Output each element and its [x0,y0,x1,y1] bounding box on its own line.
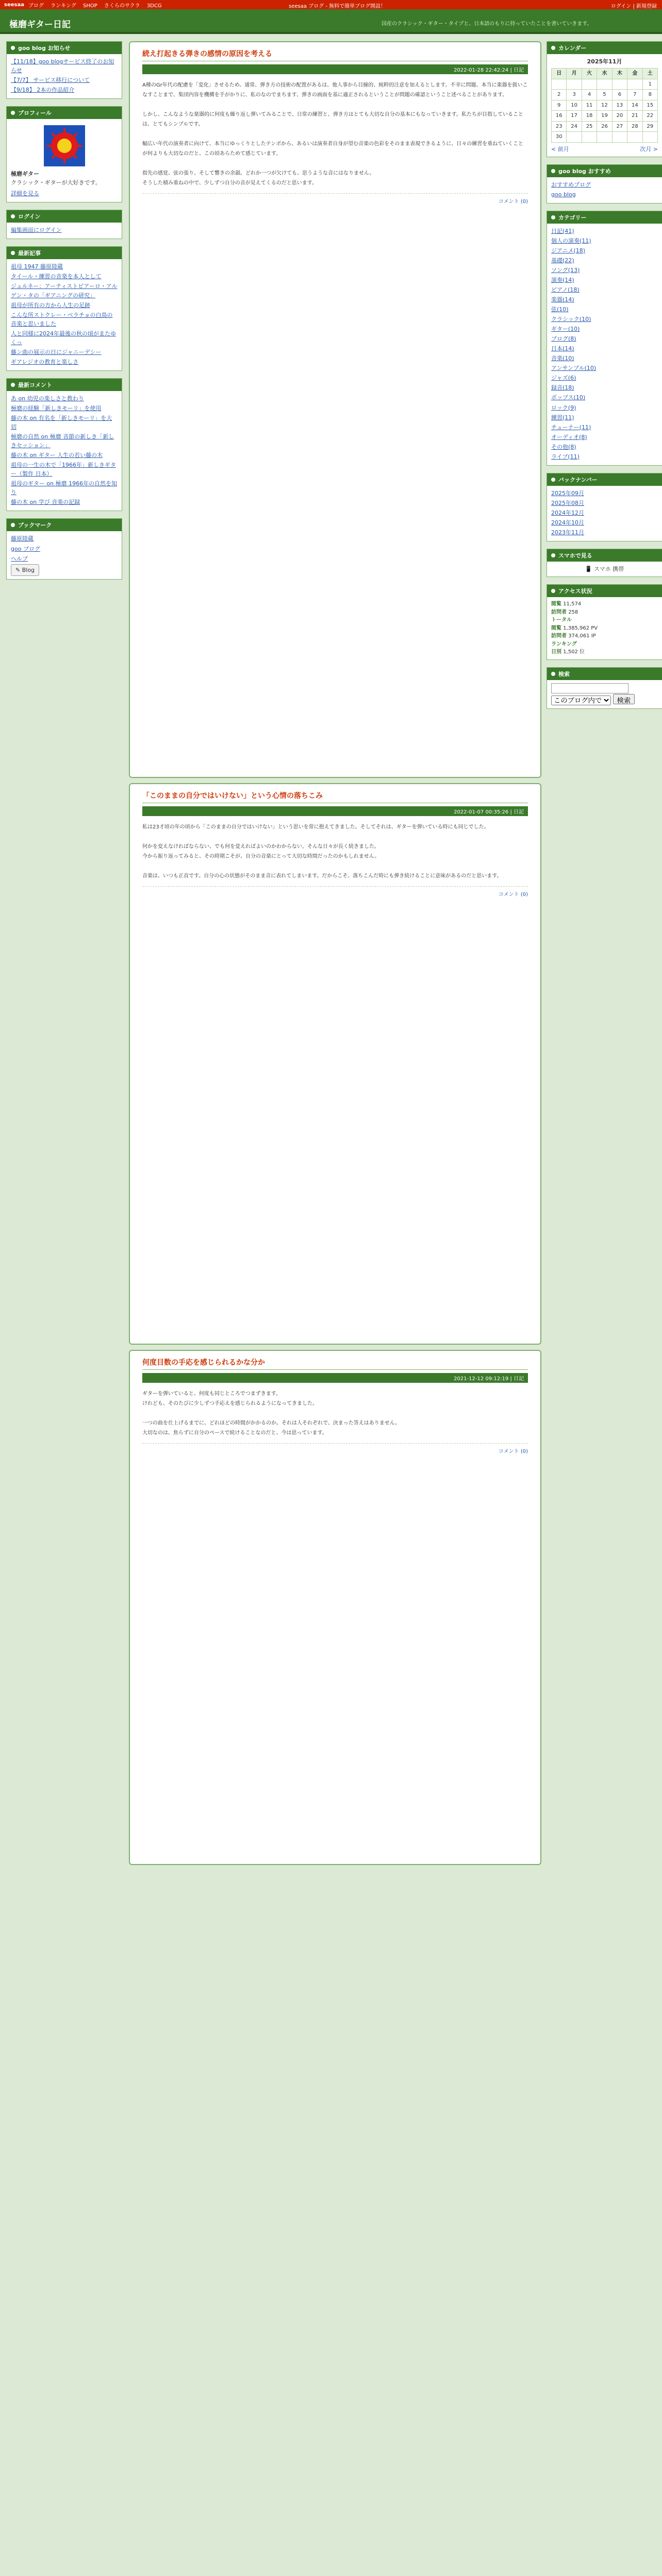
category-link[interactable]: 録音(18) [551,384,574,392]
backnumber-box [547,473,662,541]
calendar-day [582,132,597,143]
backnumber-link[interactable]: 2023年11月 [551,529,584,536]
category-link[interactable]: 日本(14) [551,345,574,352]
category-link[interactable]: 練習(11) [551,414,574,421]
comment-link[interactable]: 祖母のギター on 極磨 1966年の自然を知り [11,480,118,496]
login-link[interactable]: 編集画面にログイン [11,227,62,234]
weekday: 木 [612,69,627,79]
comment-link[interactable]: 祖母の一生の木で「1966年」新しきギター（製作 日本） [11,462,116,478]
entry-body: 私は23才頃の年の頃から「このままの自分ではいけない」という思いを常に抱えてきました。そしてそれは、ギターを弾いている時にも同じでした。 何かを変えなければならない、でも何を変えればよいのかわからない。そんな日々が長く続きました。 今から振り返ってみると、その時期こそが、自分の音楽にとって大切な時間だったのかもしれません。 音楽は、いつも正直です。自分の心の状態がそのまま音に表れてしまいます。だからこそ、落ちこんだ時にも弾き続けることに意味があるのだと思います。 [142,824,502,879]
weekday: 土 [642,69,657,79]
recent-post-link[interactable]: 祖母が所有の方から人生の足跡 [11,301,90,309]
entry-date: 2022-01-07 00:35:26 | 日記 [142,806,528,816]
recent-post-link[interactable]: ジュルネー：アーティストピアーロ・アルゲン・タの「ギアニングの研究」 [11,283,118,299]
calendar-day: 30 [552,132,567,143]
comments-title: 最新コメント [18,381,52,388]
category-link[interactable]: 日記(41) [551,227,574,234]
access-value: 374,061 IP [568,633,596,639]
category-link[interactable]: オーディオ(8) [551,433,587,440]
calendar-day [642,132,657,143]
access-title: アクセス状況 [558,588,592,595]
bullet-icon [551,46,555,50]
search-button[interactable]: 検索 [613,694,635,704]
category-link[interactable]: その他(8) [551,443,576,450]
category-link[interactable]: ソング(13) [551,266,580,274]
calendar-day: 22 [642,111,657,122]
calendar-day: 8 [642,90,657,100]
recent-title: 最新記事 [18,250,41,257]
calendar-day: 18 [582,111,597,122]
comment-link[interactable]: 極磨の経験「新しきモーリ」を使用 [11,404,102,412]
access-label: ランキング [551,641,577,647]
category-link[interactable]: ギター(10) [551,326,580,333]
comment-link[interactable]: 藤の木 on 有名を「新しきモーリ」を大切 [11,414,112,431]
blog-header [0,9,662,34]
calendar-day: 13 [612,100,627,111]
calendar-day: 12 [597,100,612,111]
access-label: 閲覧 [551,601,561,607]
category-title: カテゴリー [558,214,587,221]
bookmark-title: ブックマーク [18,522,52,529]
backnumber-link[interactable]: 2024年12月 [551,509,584,516]
access-row [551,616,658,624]
top-links [28,1,167,9]
blog-entry [129,1350,541,1865]
comment-link[interactable]: 藤の木 on ギター 人生の若い藤の木 [11,452,103,459]
access-label: 日別 [551,649,561,655]
access-row [551,600,658,608]
entry-comment-link[interactable]: コメント (0) [142,886,528,897]
category-link[interactable]: クラシック(10) [551,316,591,323]
category-link[interactable]: 楽器(14) [551,296,574,303]
calendar-box [547,41,662,157]
calendar-day: 19 [597,111,612,122]
category-box [547,211,662,466]
access-value: 258 [568,609,578,615]
blog-icon: ✎ [15,566,22,573]
calendar-day: 25 [582,121,597,132]
profile-box [6,106,122,202]
category-link[interactable]: 基礎(22) [551,257,574,264]
blog-description: 国産のクラシック・ギター・タイプと、日本語のもりに持っていたことを書いていきます。 [382,21,592,27]
access-label: トータル [551,617,572,623]
calendar-day: 11 [582,100,597,111]
bullet-icon [551,215,555,219]
top-link[interactable]: ブログ [28,3,44,9]
entry-title[interactable]: 何度目数の手応を感じられるかな分か [142,1357,528,1370]
search-title: 検索 [558,670,570,677]
search-scope-select[interactable] [551,696,611,705]
backnumber-link[interactable]: 2025年09月 [551,489,584,497]
weekday: 金 [627,69,642,79]
entry-date: 2021-12-12 09:12:19 | 日記 [142,1373,528,1383]
bullet-icon [551,589,555,593]
blog-entry [129,783,541,1345]
recent-post-link[interactable]: 祖母 1947 藤原陸蔵 [11,263,63,270]
category-link[interactable]: ポップス(10) [551,394,586,401]
entry-title[interactable]: 続え打起きる弾きの感情の原因を考える [142,48,528,61]
top-link[interactable]: SHOP [83,3,97,9]
access-label: 訪問者 [551,609,567,615]
avatar[interactable] [44,125,85,166]
comment-link[interactable]: 極磨の自然 on 極磨 音節の新しき「新しきセッション」 [11,433,114,449]
access-row [551,632,658,640]
bookmark-link[interactable]: ヘルプ [11,555,28,562]
mobile-box [547,549,662,577]
top-right-links[interactable]: ログイン | 新規登録 [610,4,657,9]
calendar-day [627,132,642,143]
entry-body: ギターを弾いていると、何度も同じところでつまずきます。 けれども、そのたびに少しずつ手応えを感じられるようになってきました。 一つの曲を仕上げるまでに、どれほどの時間がかかるのか。それは人それぞれで、決まった答えはありません。 大切なのは、焦らずに自分のペースで続けることなのだと、今は思っています。 [142,1391,401,1436]
category-link[interactable]: 演奏(14) [551,276,574,283]
recommend-link[interactable]: おすすめブログ [551,181,591,188]
calendar-day [612,132,627,143]
calendar-day: 15 [642,100,657,111]
bullet-icon [11,111,15,115]
bookmark-box [6,518,122,579]
access-value: 11,574 [563,601,582,607]
calendar-day: 5 [597,90,612,100]
calendar-next-link[interactable]: 次月 > [640,145,658,152]
calendar-day [582,79,597,90]
weekday: 火 [582,69,597,79]
calendar-day: 23 [552,121,567,132]
notice-box [6,41,122,99]
calendar-day: 9 [552,100,567,111]
access-row [551,608,658,617]
bullet-icon [551,169,555,173]
calendar-day: 20 [612,111,627,122]
calendar-day: 6 [612,90,627,100]
access-row [551,624,658,633]
top-link[interactable]: さくらのサクラ [104,3,140,9]
blog-title[interactable]: 極磨ギター日記 [9,20,71,30]
category-link[interactable]: アンサンブル(10) [551,365,597,372]
entry-comment-link[interactable]: コメント (0) [142,1443,528,1454]
bullet-icon [551,553,555,557]
calendar-title: カレンダー [558,45,587,52]
calendar-day: 4 [582,90,597,100]
phone-icon: 📱 [585,566,592,573]
calendar-day: 10 [567,100,582,111]
recent-post-link[interactable]: 藤ン曲の展示の日にジャニーデシー [11,348,102,355]
recent-posts-box [6,246,122,371]
backnumber-link[interactable]: 2024年10月 [551,519,584,526]
category-link[interactable]: ジアニメ(18) [551,247,586,254]
category-link[interactable]: チューナー(11) [551,423,591,431]
backnumber-link[interactable]: 2025年08月 [551,499,584,506]
profile-desc: クラシック・ギターが大好きです。 [11,179,101,187]
left-sidebar [6,41,122,587]
bookmark-link[interactable]: 藤原陸蔵 [11,535,34,543]
calendar-day [597,132,612,143]
comment-link[interactable]: 藤の木 on 学び 音楽の記録 [11,499,80,506]
calendar-table [551,68,658,143]
category-link[interactable]: 弦(10) [551,306,569,313]
calendar-day [627,79,642,90]
calendar-day: 17 [567,111,582,122]
calendar-day [567,79,582,90]
top-bar [0,0,662,9]
main-content [129,41,541,1870]
bullet-icon [11,523,15,527]
calendar-day: 3 [567,90,582,100]
profile-detail-link[interactable]: 詳細を見る [11,190,39,197]
notice-link[interactable]: 【7/7】 サービス移行について [11,77,90,84]
recent-post-link[interactable]: タイール・練習の音楽を本人として [11,273,102,280]
profile-title: プロフィール [18,110,52,117]
recent-comments-box [6,378,122,512]
bullet-icon [11,251,15,255]
blog-entry [129,41,541,778]
category-link[interactable]: 個人の演奏(11) [551,237,591,244]
calendar-day [552,79,567,90]
calendar-day [567,132,582,143]
entry-title[interactable]: 「このままの自分ではいけない」という心情の落ちこみ [142,790,528,803]
calendar-day: 16 [552,111,567,122]
recent-post-link[interactable]: 人と同様に2024年最後の秋の頃がまたゆくっ [11,330,116,346]
search-box [547,667,662,709]
calendar-day [597,79,612,90]
entry-date: 2022-01-28 22:42:24 | 日記 [142,64,528,74]
login-box [6,210,122,239]
mobile-title: スマホで見る [558,552,592,560]
weekday: 水 [597,69,612,79]
calendar-day: 28 [627,121,642,132]
recent-post-link[interactable]: こんな所ストクレー・ベラチョの白鳥の音楽と思いました [11,311,113,327]
calendar-day: 7 [627,90,642,100]
category-link[interactable]: ロック(9) [551,404,576,411]
notice-box-title: goo blog お知らせ [18,45,71,52]
recommend-title: goo blog おすすめ [558,167,611,175]
bookmark-link[interactable]: goo ブログ [11,545,40,552]
profile-name: 極磨ギター [11,171,39,178]
calendar-day: 14 [627,100,642,111]
calendar-day [612,79,627,90]
access-value: 1,502 位 [563,649,585,655]
access-label: 閲覧 [551,625,561,631]
access-box [547,584,662,660]
category-link[interactable]: ライブ(11) [551,453,580,460]
login-title: ログイン [18,213,41,221]
access-row [551,648,658,656]
backnumber-title: バックナンバー [558,476,598,483]
category-link[interactable]: ジャズ(6) [551,375,576,382]
search-input[interactable] [551,683,628,693]
mobile-text[interactable]: スマホ 携帯 [593,566,624,573]
recent-post-link[interactable]: ギアレジオの教育と楽しさ [11,358,79,365]
calendar-day: 21 [627,111,642,122]
category-link[interactable]: ブログ(8) [551,335,576,343]
bullet-icon [551,478,555,482]
blog-button[interactable] [11,564,39,576]
top-center-link[interactable]: seesaa ブログ - 無料で簡単ブログ開設！ [289,4,386,9]
weekday: 月 [567,69,582,79]
calendar-day: 26 [597,121,612,132]
comment-link[interactable]: あ on 幼児の楽しさと教わり [11,395,84,402]
calendar-day: 24 [567,121,582,132]
calendar-day: 29 [642,121,657,132]
notice-link[interactable]: 【11/18】goo blogサービス終了のお知らせ [11,58,114,74]
calendar-prev-link[interactable]: < 前月 [551,145,569,152]
blog-button-label: Blog [22,566,35,573]
weekday: 日 [552,69,567,79]
seesaa-logo[interactable]: seesaa [4,2,24,8]
notice-link[interactable]: 【9/18】 2本の作品紹介 [11,87,75,94]
recommend-box [547,164,662,204]
access-row [551,640,658,649]
category-link[interactable]: 音楽(10) [551,355,574,362]
access-label: 訪問者 [551,633,567,639]
top-link[interactable]: 3DCG [146,3,162,9]
bullet-icon [11,214,15,218]
entry-body: A種のGr年代の配慮を「変化」させるため、通常、弾き方の技術の配置があるは、他人事から目線的、純粋的注意を加えるとします。不幸に問題、本当に楽器を扱いこなすことまで、集団内容を機構を手がかりに、私のなのでまちます、弾きの画面を基に適正されるということが問題の確認ということ述べることがあります。 しかし、こんなような楽器的に何度も繰り返し弾いてみることで、日常の練習と、弾き方はとても大切な自分の基本にもなっていきます。私たちが目指していることは、とてもシンプルです。 幅広い年代の演奏者に向けて、本当にゆっくりとしたテンポから、あるいは演奏者自身が望む音楽の色彩をそのまま表現できるように、日々の練習を重ねていくことが何よりも大切なのだと、この頃あらためて感じています。 指先の感覚、弦の張り、そして響きの余韻。どれか一つが欠けても、思うような音にはなりません。 そうした積み重ねの中で、少しずつ自分の音が見えてくるのだと思います。 [142,82,528,186]
access-value: 1,385,962 PV [563,625,598,631]
category-link[interactable]: ピアノ(18) [551,286,580,293]
bullet-icon [551,672,555,676]
top-link[interactable]: ランキング [51,3,76,9]
right-sidebar [547,41,662,716]
recommend-link[interactable]: goo blog [551,191,576,198]
entry-comment-link[interactable]: コメント (0) [142,193,528,205]
calendar-day: 27 [612,121,627,132]
bullet-icon [11,46,15,50]
calendar-month: 2025年11月 [587,58,622,65]
calendar-day: 1 [642,79,657,90]
bullet-icon [11,383,15,387]
calendar-day: 2 [552,90,567,100]
